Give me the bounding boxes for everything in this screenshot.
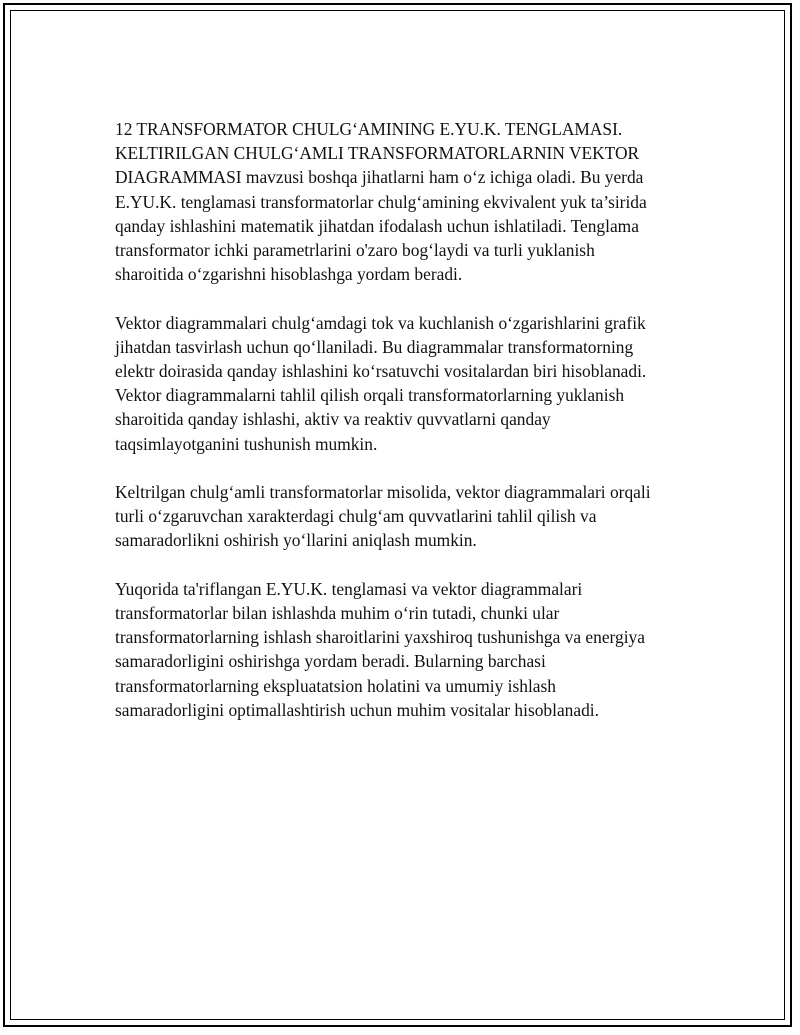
paragraph-1: 12 TRANSFORMATOR CHULG‘AMINING E.YU.K. TENGLAMASI. KELTIRILGAN CHULG‘AMLI TRANSFORMATORLARNIN VEKTOR DIAGRAMMASI mavzusi boshqa jihatlarni ham o‘z ichiga oladi. Bu yerda E.YU.K. tenglamasi transformatorlar chulg‘amining ekvivalent yuk ta’sirida qanday ishlashini matematik jihatdan ifodalash uchun ishlatiladi. Tenglama transformator ichki parametrlarini o'zaro bog‘laydi va turli yuklanish sharoitida o‘zgarishni hisoblashga yordam beradi. — [115, 119, 647, 285]
paragraph-4: Yuqorida ta'riflangan E.YU.K. tenglamasi va vektor diagrammalari transformatorlar bilan ishlashda muhim o‘rin tutadi, chunki ular transformatorlarning ishlash sharoitlarini yaxshiroq tushunishga va energiya samaradorligini oshirishga yordam beradi. Bularning barchasi transformatorlarning ekspluatatsion holatini va umumiy ishlash samaradorligini optimallashtirish uchun muhim vositalar hisoblanadi. — [115, 578, 645, 720]
document-body — [115, 117, 715, 746]
paragraph-3: Keltrilgan chulg‘amli transformatorlar misolida, vektor diagrammalari orqali turli o‘zgaruvchan xarakterdagi chulg‘am quvvatlarini tahlil qilish va samaradorlikni oshirish yo‘llarini aniqlash mumkin. — [115, 482, 651, 551]
paragraph-2: Vektor diagrammalari chulg‘amdagi tok va kuchlanish o‘zgarishlarini grafik jihatdan tasvirlash uchun qo‘llaniladi. Bu diagrammalar transformatorning elektr doirasida qanday ishlashini ko‘rsatuvchi vositalardan biri hisoblanadi. Vektor diagrammalarni tahlil qilish orqali transformatorlarning yuklanish sharoitida qanday ishlashi, aktiv va reaktiv quvvatlarni qanday taqsimlayotganini tushunish mumkin. — [115, 312, 647, 454]
